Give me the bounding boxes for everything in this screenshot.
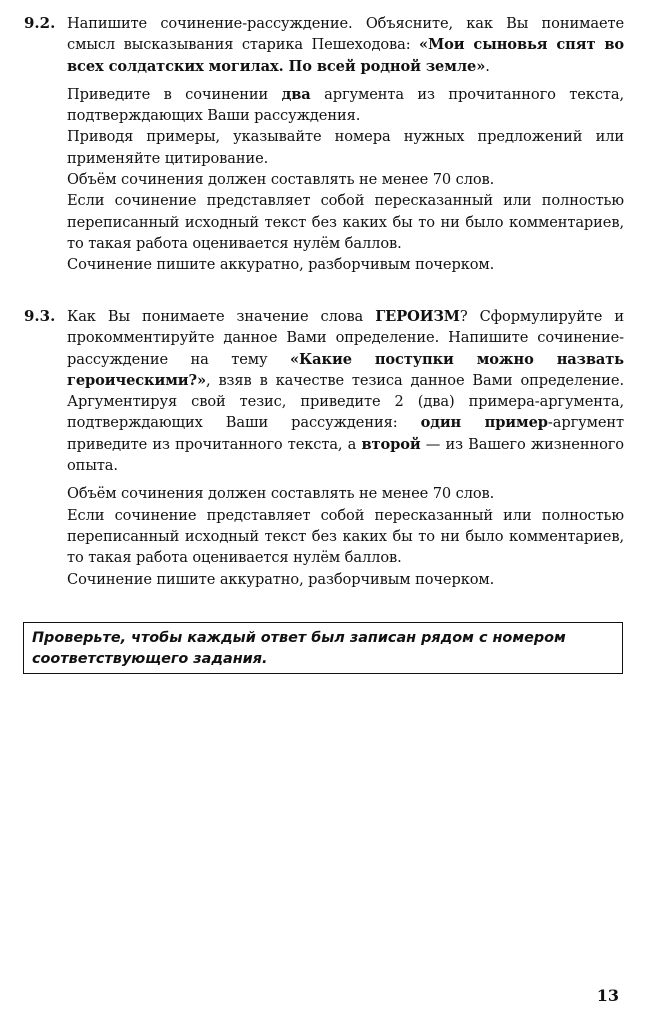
task-paragraph [67,13,624,77]
text-run: Сочинение пишите аккуратно, разборчивым почерком. [67,570,495,588]
task-paragraph [67,190,624,254]
task-number: 9.3. [24,307,56,325]
text-run: Приведите в сочинении [67,85,282,103]
task-paragraph [67,126,624,169]
task-paragraph [67,254,624,275]
answer-notice-box [23,622,623,674]
text-run: Если сочинение представляет собой пересказанный или полностью переписанный исходный текст без каких бы то ни было комментариев, то такая работа оценивается нулём баллов. [67,192,624,252]
text-run: Приводя примеры, указывайте номера нужных предложений или применяйте цитирование. [67,128,624,167]
notice-text: Проверьте, чтобы каждый ответ был записан рядом с номером соответствующего задания. [32,630,566,667]
task-body [67,306,624,590]
text-run: Если сочинение представляет собой пересказанный или полностью переписанный исходный текст без каких бы то ни было комментариев, то такая работа оценивается нулём баллов. [67,506,624,567]
text-run: Объём сочинения должен составлять не менее 70 слов. [67,485,495,503]
text-run: , взяв в качестве тезиса данное Вами определение. Аргументируя свой тезис, приведите 2 (два) примера-аргумента, подтверждающих Ваши рассуждения: [67,371,624,432]
page-number: 13 [596,986,619,1005]
text-run: Как Вы понимаете значение слова [67,308,376,325]
text-run: ? Сформулируйте и прокомментируйте данное Вами определение. Напишите сочинение-рассуждение на тему [67,308,624,368]
task-paragraph [67,483,624,504]
task-paragraph [67,306,624,476]
text-run-bold: «Мои сыновья спят во всех солдатских могилах. По всей родной земле» [67,36,624,75]
text-run: Сочинение пишите аккуратно, разборчивым почерком. [67,256,495,274]
text-run: Напишите сочинение-рассуждение. Объясните, как Вы понимаете смысл высказывания старика Пешеходова: [67,15,624,54]
text-run: . [485,57,490,75]
text-run-bold: один пример [420,414,548,432]
text-run-bold: «Какие поступки можно назвать героическими?» [67,350,624,389]
text-run: аргумента из прочитанного текста, подтверждающих Ваши рассуждения. [67,85,625,125]
text-run-bold: ГЕРОИЗМ [375,308,460,325]
text-run-bold: два [281,85,311,103]
text-run-bold: второй [361,435,421,453]
task-paragraph [67,505,624,569]
task-body [67,13,624,276]
text-run: -аргумент приведите из прочитанного текста, а [67,414,624,453]
task-paragraph [67,569,624,590]
task-paragraph [67,169,624,190]
text-run: — из Вашего жизненного опыта. [67,435,624,475]
task-paragraph [67,84,624,127]
text-run: Объём сочинения должен составлять не менее 70 слов. [67,171,495,189]
task-number: 9.2. [24,14,56,32]
